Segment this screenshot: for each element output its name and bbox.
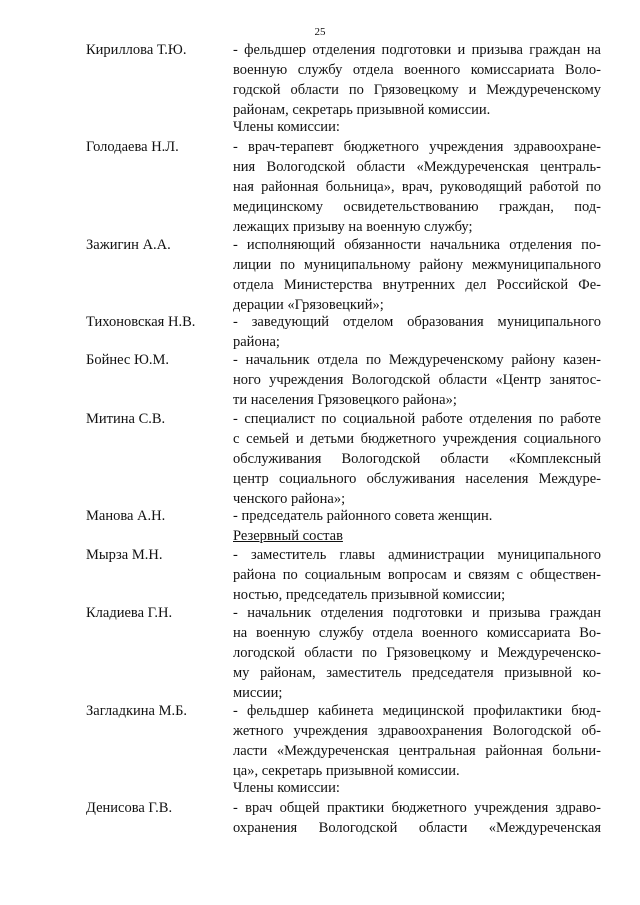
section-heading-members: Члены комиссии: (233, 119, 340, 135)
member-name: Бойнес Ю.М. (86, 352, 169, 368)
member-name: Загладкина М.Б. (86, 703, 188, 719)
description-line: годской области по Грязовецкому и Междуреченскому (233, 82, 601, 98)
description-line: обслуживания Вологодской области «Комплексный (233, 451, 601, 467)
member-description (233, 409, 601, 509)
member-name: Манова А.Н. (86, 508, 166, 524)
description-line: ностью, председатель призывной комиссии; (233, 587, 506, 603)
member-description (233, 701, 601, 781)
member-description (233, 545, 601, 605)
description-line: ная районная больница», врач, руководящий работой по (233, 179, 601, 195)
member-description (233, 312, 601, 352)
description-line: му районам, заместитель председателя призывной ко- (233, 665, 601, 681)
description-line: - начальник отделения подготовки и призыва граждан (233, 605, 601, 621)
member-description (233, 798, 601, 838)
member-name: Кладиева Г.Н. (86, 605, 173, 621)
member-description (233, 506, 601, 526)
description-line: лежащих призыву на военную службу; (233, 219, 473, 235)
description-line: района; (233, 334, 280, 350)
member-name: Митина С.В. (86, 411, 166, 427)
description-line: - начальник отдела по Междуреченскому району казен- (233, 352, 601, 368)
member-description (233, 350, 601, 410)
member-name: Денисова Г.В. (86, 800, 173, 816)
description-line: района по социальным вопросам и связям с обществен- (233, 567, 601, 583)
description-line: отдела Министерства внутренних дел Российской Фе- (233, 277, 601, 293)
description-line: ца», секретарь призывной комиссии. (233, 763, 460, 779)
description-line: - фельдшер отделения подготовки и призыва граждан на (233, 42, 601, 58)
description-line: - фельдшер кабинета медицинской профилактики бюд- (233, 703, 601, 719)
description-line: медицинскому освидетельствованию граждан, под- (233, 199, 601, 215)
member-description (233, 40, 601, 120)
description-line: лиции по муниципальному району межмуниципального (233, 257, 601, 273)
description-line: дерации «Грязовецкий»; (233, 297, 384, 313)
description-line: - исполняющий обязанности начальника отделения по- (233, 237, 601, 253)
description-line: - заведующий отделом образования муниципального (233, 314, 601, 330)
member-name: Тихоновская Н.В. (86, 314, 196, 330)
section-heading-members: Члены комиссии: (233, 780, 340, 796)
description-line: центр социального обслуживания населения Междуре- (233, 471, 601, 487)
description-line: военную службу отдела военного комиссариата Воло- (233, 62, 601, 78)
page-number: 25 (314, 26, 326, 38)
member-name: Кириллова Т.Ю. (86, 42, 187, 58)
member-name: Мырза М.Н. (86, 547, 163, 563)
description-line: охранения Вологодской области «Междуреченская (233, 820, 601, 836)
section-heading-reserve: Резервный состав (233, 528, 343, 544)
description-line: - председатель районного совета женщин. (233, 508, 493, 524)
member-name: Голодаева Н.Л. (86, 139, 179, 155)
member-description (233, 137, 601, 237)
member-description (233, 603, 601, 703)
description-line: логодской области по Грязовецкому и Междуреченско- (233, 645, 601, 661)
description-line: ченского района»; (233, 491, 346, 507)
description-line: - врач общей практики бюджетного учреждения здраво- (233, 800, 601, 816)
description-line: - специалист по социальной работе отделения по работе (233, 411, 601, 427)
description-line: - заместитель главы администрации муниципального (233, 547, 601, 563)
member-name: Зажигин А.А. (86, 237, 171, 253)
description-line: миссии; (233, 685, 283, 701)
description-line: - врач-терапевт бюджетного учреждения здравоохране- (233, 139, 601, 155)
description-line: ти населения Грязовецкого района»; (233, 392, 457, 408)
description-line: ного учреждения Вологодской области «Центр занятос- (233, 372, 601, 388)
description-line: с семьей и детьми бюджетного учреждения социального (233, 431, 601, 447)
description-line: ласти «Междуреченская центральная районная больни- (233, 743, 601, 759)
description-line: жетного учреждения здравоохранения Вологодской об- (233, 723, 601, 739)
description-line: районам, секретарь призывной комиссии. (233, 102, 491, 118)
member-description (233, 235, 601, 315)
description-line: на военную службу отдела военного комиссариата Во- (233, 625, 601, 641)
description-line: ния Вологодской области «Междуреченская централь- (233, 159, 601, 175)
